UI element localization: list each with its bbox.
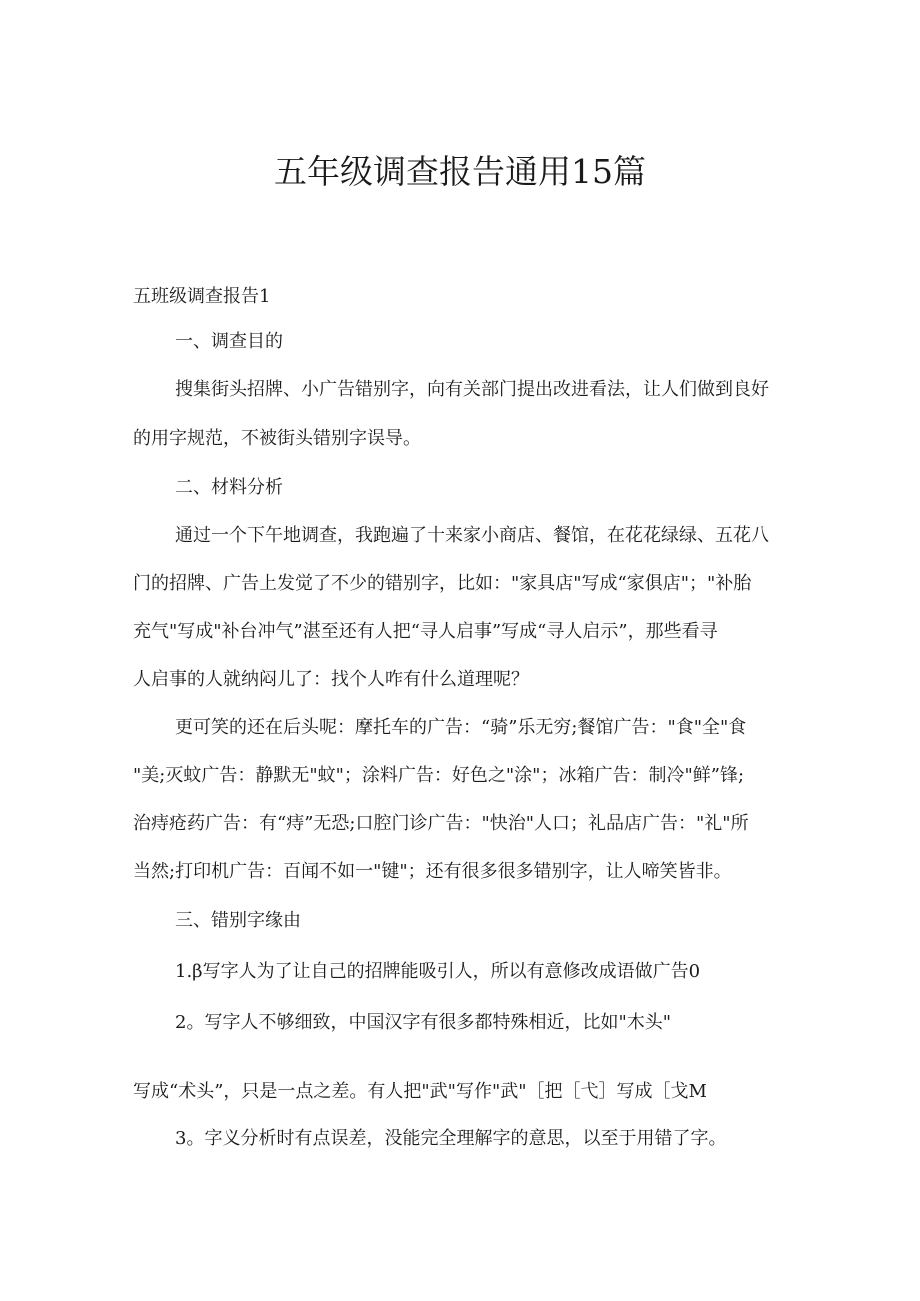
paragraph-line: 当然;打印机广告：百闻不如一"键"；还有很多很多错别字，让人啼笑皆非。 bbox=[133, 861, 732, 882]
paragraph-line: 人启事的人就纳闷儿了：找个人咋有什么道理呢？ bbox=[133, 669, 529, 690]
paragraph-line: 写成“术头”，只是一点之差。有人把"武"写作"武"［把［弋］写成［戈M bbox=[133, 1081, 707, 1102]
list-item: 2。写字人不够细致，中国汉字有很多都特殊相近，比如"木头" bbox=[175, 1012, 672, 1033]
paragraph-line: 通过一个下午地调查，我跑遍了十来家小商店、餐馆，在花花绿绿、五花八 bbox=[175, 525, 769, 546]
list-item: 3。字义分析时有点误差，没能完全理解字的意思，以至于用错了字。 bbox=[175, 1128, 727, 1149]
paragraph-line: 治痔疮药广告：有“痔”无恐;口腔门诊广告："快治"人口；礼品店广告："礼"所 bbox=[133, 813, 749, 834]
subheading-analysis: 二、材料分析 bbox=[175, 477, 283, 498]
paragraph-line: 充气"写成"补台冲气”湛至还有人把“寻人启事”写成“寻人启示”，那些看寻 bbox=[133, 621, 718, 642]
paragraph-line: 的用字规范，不被街头错别字误导。 bbox=[133, 428, 421, 449]
list-item: 1.β写字人为了让自己的招牌能吸引人，所以有意修改成语做广告0 bbox=[175, 961, 701, 982]
paragraph-line: 门的招牌、广告上发觉了不少的错别字，比如："家具店"写成“家俱店"；"补胎 bbox=[133, 573, 752, 594]
document-title: 五年级调查报告通用15篇 bbox=[274, 152, 646, 191]
subheading-purpose: 一、调查目的 bbox=[175, 331, 283, 352]
section-heading: 五班级调查报告1 bbox=[133, 286, 271, 307]
paragraph-line: 搜集街头招牌、小广告错别字，向有关部门提出改进看法，让人们做到良好 bbox=[175, 379, 769, 400]
paragraph-line: 更可笑的还在后头呢：摩托车的广告：“骑”乐无穷;餐馆广告："食"全"食 bbox=[175, 717, 747, 738]
subheading-causes: 三、错别字缘由 bbox=[175, 910, 301, 931]
paragraph-line: "美;灭蚊广告：静默无"蚊"；涂料广告：好色之"涂"；冰箱广告：制冷"鲜”锋; bbox=[133, 765, 745, 786]
